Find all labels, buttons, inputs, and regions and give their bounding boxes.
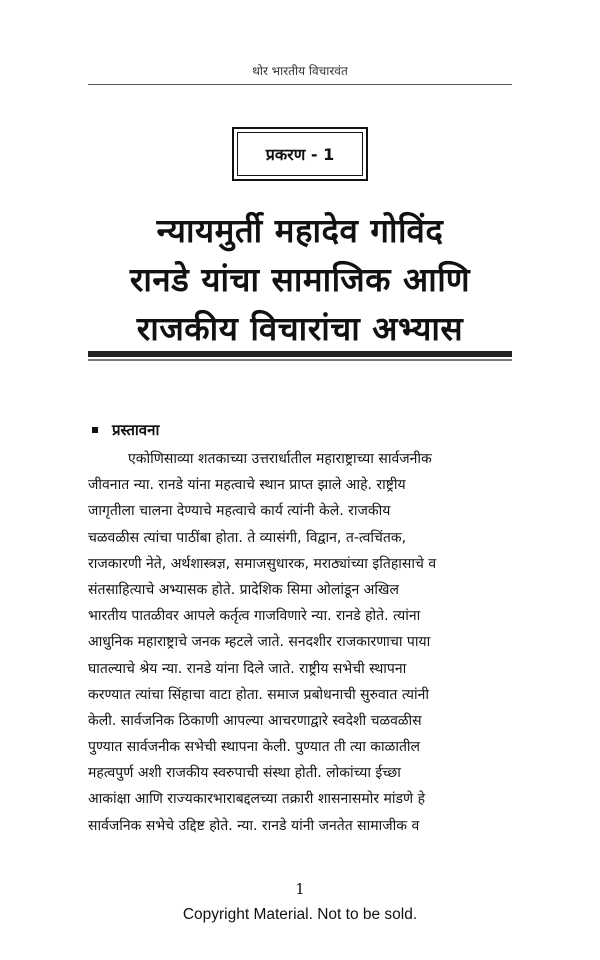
chapter-title-line: न्यायमुर्ती महादेव गोविंद (156, 211, 444, 250)
paragraph-line: करण्यात त्यांचा सिंहाचा वाटा होता. समाज प्रबोधनाची सुरुवात त्यांनी (88, 686, 430, 703)
paragraph-line: महत्वपुर्ण अशी राजकीय स्वरुपाची संस्था होती. लोकांच्या ईच्छा (88, 765, 401, 782)
header-rule (88, 84, 512, 85)
running-header: थोर भारतीय विचारवंत (252, 64, 348, 78)
paragraph-line: भारतीय पातळीवर आपले कर्तृत्व गाजविणारे न्या. रानडे होते. त्यांना (88, 608, 421, 625)
chapter-title-line: रानडे यांचा सामाजिक आणि (129, 260, 471, 299)
paragraph-line: जीवनात न्या. रानडे यांना महत्वाचे स्थान प्राप्त झाले आहे. राष्ट्रीय (88, 477, 406, 494)
chapter-title-line: राजकीय विचारांचा अभ्यास (136, 309, 464, 348)
section-heading (92, 420, 159, 440)
paragraph-line: एकोणिसाव्या शतकाच्या उत्तरार्धातील महाराष्ट्राच्या सार्वजनीक (128, 451, 432, 467)
paragraph-line: संतसाहित्याचे अभ्यासक होते. प्रादेशिक सिमा ओलांडून अखिल (88, 581, 399, 598)
chapter-label: प्रकरण - 1 (237, 132, 363, 176)
chapter-title (60, 206, 540, 353)
body-paragraph (88, 446, 518, 839)
section-heading-text: प्रस्तावना (112, 421, 160, 439)
paragraph-line: पुण्यात सार्वजनीक सभेची स्थापना केली. पुण्यात ती त्या काळातील (88, 739, 421, 756)
paragraph-line: घातल्याचे श्रेय न्या. रानडे यांना दिले जाते. राष्ट्रीय सभेची स्थापना (88, 660, 407, 677)
paragraph-line: चळवळीस त्यांचा पाठींबा होता. ते व्यासंगी, विद्वान, त-त्वचिंतक, (88, 529, 407, 546)
copyright-notice: Copyright Material. Not to be sold. (182, 906, 418, 923)
page-number: 1 (295, 880, 305, 898)
bullet-icon (92, 427, 98, 433)
title-rule (88, 351, 512, 357)
title-rule-thin (88, 359, 512, 361)
paragraph-line: आकांक्षा आणि राज्यकारभाराबद्दलच्या तक्रारी शासनासमोर मांडणे हे (88, 791, 426, 808)
chapter-label-box (232, 127, 368, 181)
paragraph-line: आधुनिक महाराष्ट्राचे जनक म्हटले जाते. सनदशीर राजकारणाचा पाया (88, 634, 431, 651)
paragraph-line: राजकारणी नेते, अर्थशास्त्रज्ञ, समाजसुधारक, मराठ्यांच्या इतिहासाचे व (88, 555, 437, 572)
paragraph-line: सार्वजनिक सभेचे उद्दिष्ट होते. न्या. रानडे यांनी जनतेत सामाजीक व (88, 817, 420, 834)
paragraph-line: जागृतीला चालना देण्याचे महत्वाचे कार्य त्यांनी केले. राजकीय (88, 503, 391, 520)
paragraph-line: केली. सार्वजनिक ठिकाणी आपल्या आचरणाद्वारे स्वदेशी चळवळीस (88, 712, 422, 729)
